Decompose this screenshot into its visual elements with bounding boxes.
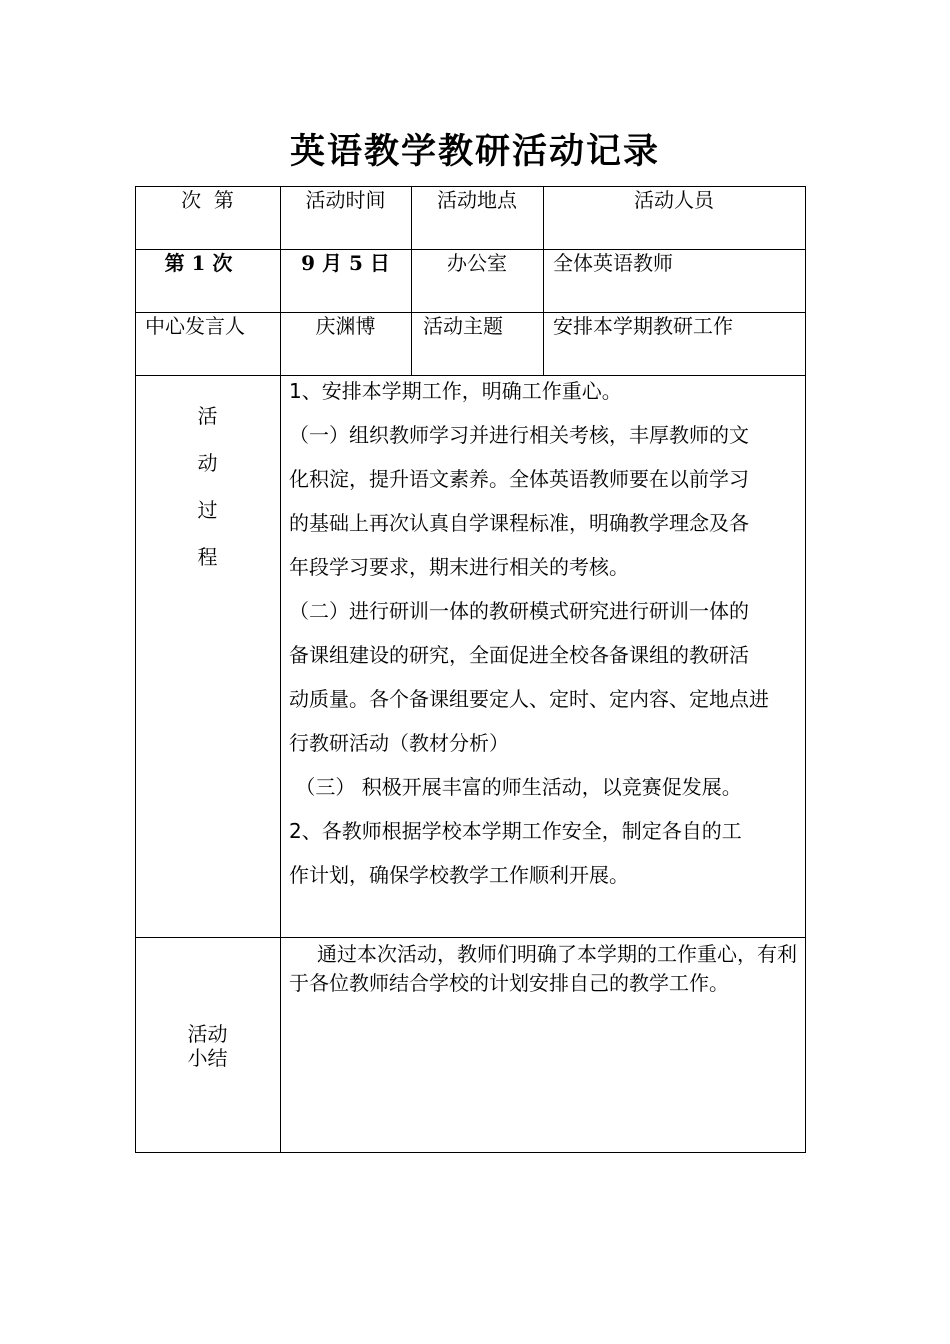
header-place: 活动地点 [437, 188, 517, 212]
process-line: 备课组建设的研究，全面促进全校各备课组的教研活 [289, 643, 749, 667]
people-value: 全体英语教师 [553, 251, 673, 275]
table-border-left [135, 186, 136, 1153]
theme-label: 活动主题 [423, 314, 503, 338]
session-value: 第 1 次 [164, 251, 233, 275]
header-people: 活动人员 [634, 188, 714, 212]
process-label-char: 程 [197, 545, 218, 569]
row-divider [135, 937, 806, 938]
row-divider [135, 249, 806, 250]
place-value: 办公室 [447, 251, 507, 275]
summary-text: 通过本次活动，教师们明确了本学期的工作重心，有利于各位教师结合学校的计划安排自己的教学工作。 [289, 942, 797, 995]
theme-value: 安排本学期教研工作 [553, 314, 733, 338]
process-line: （三） 积极开展丰富的师生活动，以竞赛促发展。 [289, 775, 742, 799]
process-line: 动质量。各个备课组要定人、定时、定内容、定地点进 [289, 687, 769, 711]
process-line: （一）组织教师学习并进行相关考核，丰厚教师的文 [289, 423, 749, 447]
column-divider [411, 186, 412, 375]
table-border-right [805, 186, 806, 1153]
process-line: 2、各教师根据学校本学期工作安全，制定各自的工 [289, 819, 742, 843]
column-divider [543, 186, 544, 375]
time-value: 9 月 5 日 [301, 251, 390, 275]
process-line: 的基础上再次认真自学课程标准，明确教学理念及各 [289, 511, 749, 535]
table-border-top [135, 186, 806, 187]
header-time: 活动时间 [305, 188, 386, 212]
process-line: 年段学习要求，期末进行相关的考核。 [289, 555, 629, 579]
process-line: （二）进行研训一体的教研模式研究进行研训一体的 [289, 599, 749, 623]
process-line: 行教研活动（教材分析） [289, 731, 509, 755]
table-border-bottom [135, 1152, 806, 1153]
process-line: 作计划，确保学校教学工作顺利开展。 [289, 863, 629, 887]
process-content [289, 369, 799, 897]
summary-label-line: 活动 [187, 1022, 228, 1046]
speaker-value: 庆渊博 [315, 314, 376, 338]
process-label-char: 活 [197, 404, 218, 428]
summary-label-line: 小结 [187, 1046, 228, 1070]
process-label-char: 过 [197, 498, 218, 522]
process-label-char: 动 [197, 451, 218, 475]
process-line: 1、安排本学期工作，明确工作重心。 [289, 379, 622, 403]
page-title: 英语教学教研活动记录 [289, 131, 660, 172]
activity-record-table [135, 186, 806, 1153]
speaker-label: 中心发言人 [145, 314, 245, 338]
header-session: 次 第 [181, 188, 234, 212]
row-divider [135, 312, 806, 313]
process-line: 化积淀，提升语文素养。全体英语教师要在以前学习 [289, 467, 749, 491]
